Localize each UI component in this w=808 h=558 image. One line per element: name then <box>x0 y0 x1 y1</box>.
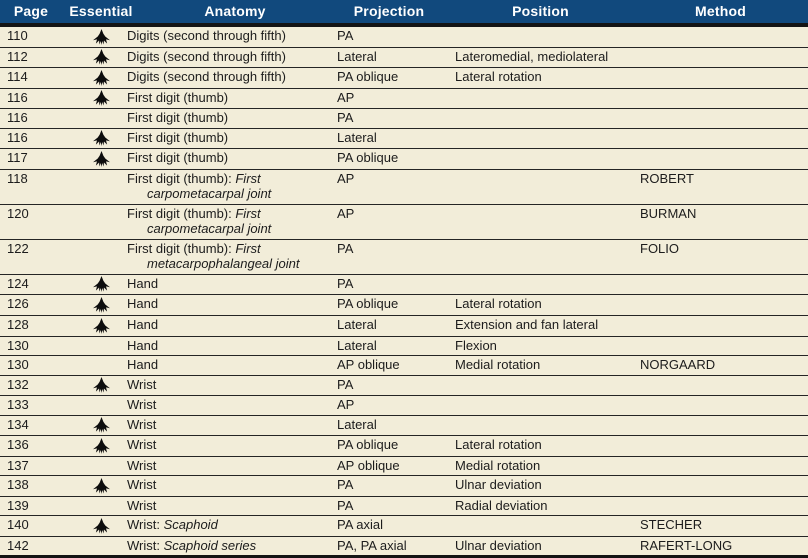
projection-cell: AP <box>330 204 448 239</box>
anatomy-cell <box>127 47 330 68</box>
method-cell <box>633 436 808 457</box>
page-cell: 130 <box>0 356 62 376</box>
position-cell <box>448 396 633 416</box>
table-row <box>0 239 808 274</box>
position-cell: Medial rotation <box>448 456 633 476</box>
projection-cell: AP <box>330 396 448 416</box>
projection-cell: PA oblique <box>330 436 448 457</box>
header-row <box>0 0 808 25</box>
essential-tree-icon <box>92 130 111 146</box>
position-cell <box>448 88 633 109</box>
method-cell <box>633 316 808 337</box>
page-cell: 110 <box>0 25 62 47</box>
anatomy-text: Wrist <box>127 437 157 453</box>
position-cell <box>448 149 633 170</box>
table-row <box>0 496 808 516</box>
anatomy-text: Hand <box>127 317 159 332</box>
anatomy-cell <box>127 456 330 476</box>
anatomy-italic-text: First metacarpophalangeal joint <box>147 240 300 272</box>
anatomy-text: Hand <box>127 357 159 373</box>
position-cell <box>448 415 633 436</box>
page-cell: 120 <box>0 204 62 239</box>
projection-cell: PA <box>330 25 448 47</box>
method-cell <box>633 476 808 497</box>
page-cell: 116 <box>0 128 62 149</box>
essential-tree-icon <box>92 318 111 334</box>
anatomy-cell <box>127 375 330 396</box>
projection-cell: Lateral <box>330 336 448 356</box>
projection-cell: Lateral <box>330 47 448 68</box>
anatomy-italic-text: First carpometacarpal joint <box>147 170 272 202</box>
position-cell: Lateral rotation <box>448 436 633 457</box>
anatomy-italic-text: Scaphoid <box>163 517 218 533</box>
table-row <box>0 536 808 557</box>
table-row <box>0 169 808 204</box>
table-row <box>0 356 808 376</box>
method-cell <box>633 68 808 89</box>
table-row <box>0 295 808 316</box>
essential-tree-icon <box>92 377 111 393</box>
position-cell <box>448 109 633 129</box>
anatomy-text: Wrist <box>127 397 157 413</box>
anatomy-italic-text: First carpometacarpal joint <box>147 205 272 237</box>
projection-cell: PA <box>330 496 448 516</box>
anatomy-cell <box>127 239 330 274</box>
position-cell <box>448 128 633 149</box>
projection-cell: AP oblique <box>330 356 448 376</box>
anatomy-text: Wrist: <box>127 517 164 533</box>
table-row <box>0 149 808 170</box>
table-row <box>0 516 808 537</box>
position-cell <box>448 169 633 204</box>
position-cell <box>448 375 633 396</box>
page-cell: 126 <box>0 295 62 316</box>
page-cell: 132 <box>0 375 62 396</box>
position-cell <box>448 204 633 239</box>
table-row <box>0 316 808 337</box>
position-cell: Extension and fan lateral <box>448 316 633 337</box>
anatomy-cell <box>127 415 330 436</box>
page-cell: 116 <box>0 109 62 129</box>
method-cell <box>633 128 808 149</box>
anatomy-text: First digit (thumb) <box>127 129 229 145</box>
page-cell: 142 <box>0 536 62 557</box>
table-body <box>0 25 808 557</box>
projection-cell: AP <box>330 169 448 204</box>
method-cell <box>633 149 808 170</box>
anatomy-text: First digit (thumb): <box>127 240 236 256</box>
anatomy-cell <box>127 496 330 516</box>
page-cell: 124 <box>0 274 62 295</box>
anatomy-text: First digit (thumb) <box>127 150 229 166</box>
table-row <box>0 88 808 109</box>
anatomy-text: Wrist <box>127 477 157 493</box>
page-cell: 128 <box>0 316 62 337</box>
anatomy-cell <box>127 274 330 295</box>
table-row <box>0 204 808 239</box>
essential-tree-icon <box>92 297 111 313</box>
method-cell: STECHER <box>633 516 808 537</box>
header-page: Page <box>0 0 62 25</box>
table-row <box>0 375 808 396</box>
position-cell: Ulnar deviation <box>448 536 633 557</box>
anatomy-cell <box>127 109 330 129</box>
anatomy-text: Hand <box>127 275 159 291</box>
anatomy-text: Wrist: <box>127 537 164 553</box>
anatomy-cell <box>127 516 330 537</box>
anatomy-cell <box>127 68 330 89</box>
page-cell: 136 <box>0 436 62 457</box>
page-cell: 122 <box>0 239 62 274</box>
method-cell <box>633 88 808 109</box>
page-cell: 133 <box>0 396 62 416</box>
method-cell <box>633 375 808 396</box>
header-projection: Projection <box>330 0 448 25</box>
projection-cell: PA oblique <box>330 149 448 170</box>
method-cell <box>633 396 808 416</box>
header-essential: Essential <box>62 0 140 25</box>
anatomy-cell <box>127 204 330 239</box>
anatomy-cell <box>127 149 330 170</box>
anatomy-cell <box>127 336 330 356</box>
table-row <box>0 415 808 436</box>
essential-tree-icon <box>92 70 111 86</box>
projection-cell: PA axial <box>330 516 448 537</box>
essential-tree-icon <box>92 49 111 65</box>
essential-tree-icon <box>92 90 111 106</box>
position-cell <box>448 516 633 537</box>
projection-cell: AP oblique <box>330 456 448 476</box>
header-anatomy: Anatomy <box>140 0 330 25</box>
anatomy-italic-text: Scaphoid series <box>163 537 257 553</box>
position-cell <box>448 239 633 274</box>
anatomy-text: Digits (second through fifth) <box>127 48 286 64</box>
method-cell <box>633 109 808 129</box>
table-row <box>0 396 808 416</box>
essential-tree-icon <box>92 478 111 494</box>
projection-cell: PA <box>330 109 448 129</box>
page-cell: 112 <box>0 47 62 68</box>
page-cell: 130 <box>0 336 62 356</box>
projection-cell: Lateral <box>330 415 448 436</box>
table-row <box>0 336 808 356</box>
table-row <box>0 109 808 129</box>
table-header <box>0 0 808 25</box>
method-cell <box>633 496 808 516</box>
anatomy-text: Wrist <box>127 376 157 392</box>
method-cell <box>633 295 808 316</box>
position-cell: Lateromedial, mediolateral <box>448 47 633 68</box>
projection-cell: PA oblique <box>330 295 448 316</box>
projection-cell: Lateral <box>330 128 448 149</box>
position-cell <box>448 25 633 47</box>
page-cell: 116 <box>0 88 62 109</box>
anatomy-cell <box>127 169 330 204</box>
method-cell <box>633 47 808 68</box>
page-cell: 134 <box>0 415 62 436</box>
table-row <box>0 68 808 89</box>
anatomy-text: Digits (second through fifth) <box>127 28 286 43</box>
projection-cell: PA oblique <box>330 68 448 89</box>
method-cell: NORGAARD <box>633 356 808 376</box>
position-cell <box>448 274 633 295</box>
method-cell <box>633 274 808 295</box>
table-row <box>0 128 808 149</box>
anatomy-cell <box>127 128 330 149</box>
essential-tree-icon <box>92 417 111 433</box>
page-cell: 137 <box>0 456 62 476</box>
essential-tree-icon <box>92 29 111 45</box>
page-cell: 140 <box>0 516 62 537</box>
page-cell: 117 <box>0 149 62 170</box>
page-cell: 118 <box>0 169 62 204</box>
header-position: Position <box>448 0 633 25</box>
table-row <box>0 436 808 457</box>
projection-cell: PA <box>330 239 448 274</box>
anatomy-text: Hand <box>127 337 159 353</box>
anatomy-text: Wrist <box>127 497 157 513</box>
page-cell: 114 <box>0 68 62 89</box>
table-row <box>0 47 808 68</box>
essential-tree-icon <box>92 276 111 292</box>
position-cell: Flexion <box>448 336 633 356</box>
projection-cell: PA, PA axial <box>330 536 448 557</box>
anatomy-cell <box>127 88 330 109</box>
anatomy-cell <box>127 476 330 497</box>
anatomy-text: First digit (thumb): <box>127 205 236 221</box>
projection-cell: PA <box>330 274 448 295</box>
page-cell: 138 <box>0 476 62 497</box>
anatomy-cell <box>127 25 330 47</box>
method-cell: BURMAN <box>633 204 808 239</box>
anatomy-text: First digit (thumb) <box>127 110 229 126</box>
position-cell: Ulnar deviation <box>448 476 633 497</box>
anatomy-text: Wrist <box>127 457 157 473</box>
anatomy-cell <box>127 436 330 457</box>
anatomy-cell <box>127 356 330 376</box>
table-row <box>0 274 808 295</box>
method-cell <box>633 415 808 436</box>
page-cell: 139 <box>0 496 62 516</box>
method-cell: FOLIO <box>633 239 808 274</box>
essential-tree-icon <box>92 518 111 534</box>
projection-cell: PA <box>330 375 448 396</box>
anatomy-text: Hand <box>127 296 159 312</box>
anatomy-text: First digit (thumb) <box>127 89 229 105</box>
table-row <box>0 456 808 476</box>
method-cell <box>633 336 808 356</box>
table-row <box>0 476 808 497</box>
position-cell: Lateral rotation <box>448 68 633 89</box>
anatomy-text: Wrist <box>127 416 157 432</box>
method-cell: RAFERT-LONG <box>633 536 808 557</box>
position-cell: Radial deviation <box>448 496 633 516</box>
table-row <box>0 25 808 47</box>
method-cell: ROBERT <box>633 169 808 204</box>
anatomy-cell <box>127 316 330 337</box>
essential-tree-icon <box>92 438 111 454</box>
anatomy-cell <box>127 295 330 316</box>
projection-cell: AP <box>330 88 448 109</box>
anatomy-text: Digits (second through fifth) <box>127 69 286 85</box>
projection-cell: Lateral <box>330 316 448 337</box>
method-cell <box>633 25 808 47</box>
header-method: Method <box>633 0 808 25</box>
anatomy-cell <box>127 536 330 557</box>
essential-tree-icon <box>92 151 111 167</box>
anatomy-text: First digit (thumb): <box>127 170 236 186</box>
method-cell <box>633 456 808 476</box>
position-cell: Medial rotation <box>448 356 633 376</box>
anatomy-cell <box>127 396 330 416</box>
position-cell: Lateral rotation <box>448 295 633 316</box>
projection-cell: PA <box>330 476 448 497</box>
